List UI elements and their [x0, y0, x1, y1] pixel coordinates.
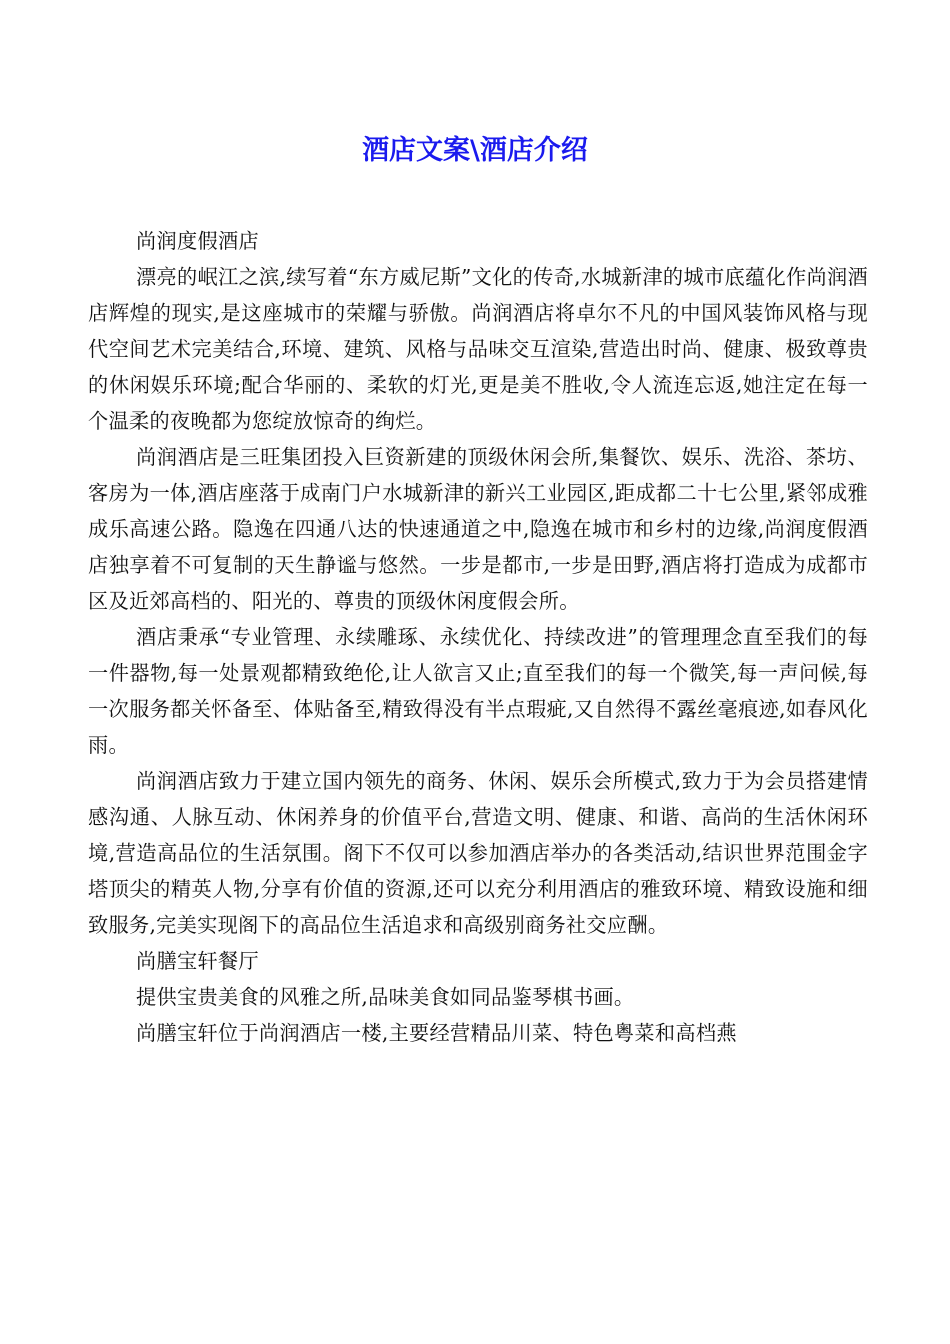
paragraph-restaurant-tagline: 提供宝贵美食的风雅之所,品味美食如同品鉴琴棋书画。 — [136, 985, 635, 1009]
paragraph-management: 酒店秉承“专业管理、永续雕琢、永续优化、持续改进”的管理理念直至我们的每一件器物,每一处景观都精致绝伦,让人欲言又止;直至我们的每一个微笑,每一声问候,每一次服务都关怀备至、体贴备至,精致得没有半点瑕疵,又自然得不露丝毫痕迹,如春风化雨。 — [88, 625, 868, 757]
section-heading-restaurant: 尚膳宝轩餐厅 — [136, 949, 259, 973]
paragraph-location: 尚润酒店是三旺集团投入巨资新建的顶级休闲会所,集餐饮、娱乐、洗浴、茶坊、客房为一体,酒店座落于成南门户水城新津的新兴工业园区,距成都二十七公里,紧邻成雅成乐高速公路。隐逸在四通八达的快速通道之中,隐逸在城市和乡村的边缘,尚润度假酒店独享着不可复制的天生静谧与悠然。一步是都市,一步是田野,酒店将打造成为成都市区及近郊高档的、阳光的、尊贵的顶级休闲度假会所。 — [88, 445, 868, 613]
paragraph-mission: 尚润酒店致力于建立国内领先的商务、休闲、娱乐会所模式,致力于为会员搭建情感沟通、人脉互动、休闲养身的价值平台,营造文明、健康、和谐、高尚的生活休闲环境,营造高品位的生活氛围。阁下不仅可以参加酒店举办的各类活动,结识世界范围金字塔顶尖的精英人物,分享有价值的资源,还可以充分利用酒店的雅致环境、精致设施和细致服务,完美实现阁下的高品位生活追求和高级别商务社交应酬。 — [88, 769, 868, 937]
document-body — [88, 223, 868, 1051]
section-heading-hotel: 尚润度假酒店 — [136, 229, 259, 253]
paragraph-restaurant-intro: 尚膳宝轩位于尚润酒店一楼,主要经营精品川菜、特色粤菜和高档燕 — [136, 1021, 737, 1045]
paragraph-intro: 漂亮的岷江之滨,续写着“东方威尼斯”文化的传奇,水城新津的城市底蕴化作尚润酒店辉煌的现实,是这座城市的荣耀与骄傲。尚润酒店将卓尔不凡的中国风装饰风格与现代空间艺术完美结合,环境、建筑、风格与品味交互渲染,营造出时尚、健康、极致尊贵的休闲娱乐环境;配合华丽的、柔软的灯光,更是美不胜收,令人流连忘返,她注定在每一个温柔的夜晚都为您绽放惊奇的绚烂。 — [88, 265, 868, 433]
document-title: 酒店文案\酒店介绍 — [362, 135, 588, 166]
